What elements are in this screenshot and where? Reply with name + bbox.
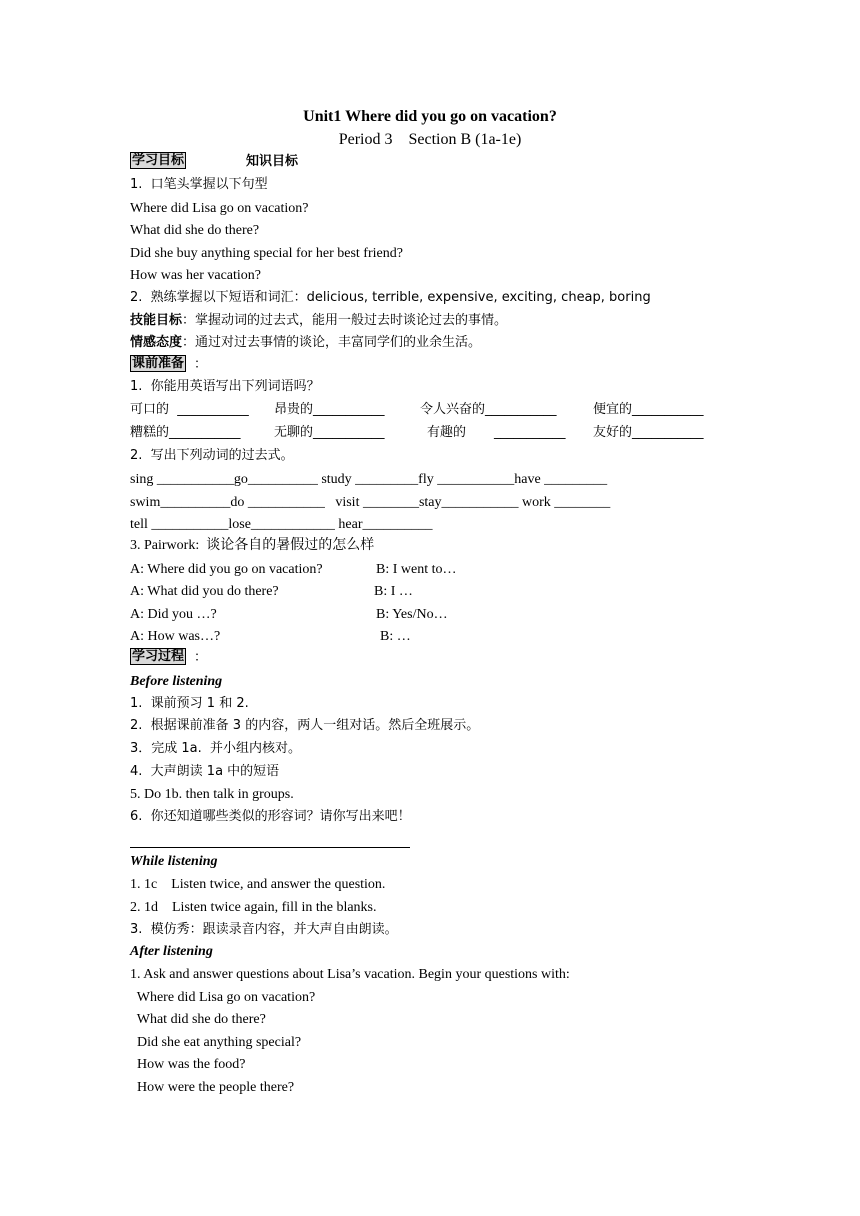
answer-line — [130, 847, 410, 848]
objective-item-1: 1. 口笔头掌握以下句型 — [130, 177, 268, 192]
vocab-word: 有趣的 — [427, 425, 467, 440]
document-title: Unit1 Where did you go on vacation? — [303, 108, 557, 125]
before-listening-heading: Before listening — [130, 674, 223, 689]
pairwork-label: 3. Pairwork: 谈论各自的暑假过的怎么样 — [130, 538, 375, 553]
while-item: 3. 模仿秀：跟读录音内容，并大声自由朗读。 — [130, 922, 398, 937]
objectives-box-label: 学习目标 — [132, 153, 185, 168]
prep-colon: ： — [194, 357, 208, 372]
after-question: How were the people there? — [130, 1080, 295, 1095]
vocab-blank: 令人兴奋的___________ — [420, 402, 557, 417]
vocab-blank: 糟糕的___________ — [130, 425, 241, 440]
before-item: 2. 根据课前准备 3 的内容，两人一组对话。然后全班展示。 — [130, 718, 480, 733]
attitude-objective — [130, 334, 481, 351]
attitude-objective-text: ：通过对过去事情的谈论，丰富同学们的业余生活。 — [182, 335, 482, 350]
vocab-blank: 无聊的___________ — [274, 425, 385, 440]
dialog-a: A: How was…? — [130, 629, 221, 644]
vocab-blank: 昂贵的___________ — [274, 402, 385, 417]
attitude-objective-label: 情感态度 — [130, 335, 183, 350]
dialog-a: A: Where did you go on vacation? — [130, 562, 323, 577]
prep-box-label: 课前准备 — [132, 356, 185, 371]
dialog-a: A: Did you …? — [130, 607, 217, 622]
after-listening-heading: After listening — [130, 944, 213, 959]
prep-question-2: 2. 写出下列动词的过去式。 — [130, 448, 294, 463]
vocab-row — [130, 424, 730, 442]
after-question: How was the food? — [130, 1057, 246, 1072]
after-intro: 1. Ask and answer questions about Lisa’s vacation. Begin your questions with: — [130, 967, 570, 982]
prep-question-3 — [130, 537, 374, 554]
dialog-b: B: … — [380, 629, 411, 644]
while-item: 1. 1c Listen twice, and answer the question. — [130, 877, 386, 892]
verb-blanks-row: sing ___________go__________ study _________fly ___________have _________ — [130, 472, 608, 487]
dialog-line — [130, 628, 730, 646]
skill-objective-text: ：掌握动词的过去式，能用一般过去时谈论过去的事情。 — [182, 313, 508, 328]
verb-blanks-row: swim__________do ___________ visit ________stay___________ work ________ — [130, 495, 611, 510]
vocab-blank: 便宜的___________ — [593, 402, 704, 417]
document-subtitle: Period 3 Section B (1a-1e) — [338, 131, 522, 148]
vocab-blank: 可口的 ___________ — [130, 402, 249, 417]
while-item: 2. 1d Listen twice again, fill in the blanks. — [130, 900, 377, 915]
before-item: 6. 你还知道哪些类似的形容词？请你写出来吧！ — [130, 809, 411, 824]
objective-item-2: 2. 熟练掌握以下短语和词汇：delicious, terrible, expensive, exciting, cheap, boring — [130, 290, 651, 305]
before-item: 1. 课前预习 1 和 2. — [130, 696, 249, 711]
after-question: Where did Lisa go on vacation? — [130, 990, 316, 1005]
process-colon: ： — [194, 650, 208, 665]
vocab-blank: 友好的___________ — [593, 425, 704, 440]
verb-blanks-row: tell ___________lose____________ hear__________ — [130, 517, 433, 532]
target-sentence: How was her vacation? — [130, 268, 262, 283]
dialog-a: A: What did you do there? — [130, 584, 279, 599]
skill-objective — [130, 312, 507, 329]
dialog-b: B: I went to… — [376, 562, 457, 577]
before-item: 4. 大声朗读 1a 中的短语 — [130, 764, 280, 779]
skill-objective-label: 技能目标 — [130, 313, 183, 328]
vocab-row — [130, 401, 730, 419]
target-sentence: Where did Lisa go on vacation? — [130, 201, 309, 216]
dialog-line — [130, 606, 730, 624]
dialog-b: B: I … — [374, 584, 413, 599]
prep-question-1: 1. 你能用英语写出下列词语吗？ — [130, 379, 320, 394]
process-box-label: 学习过程 — [132, 649, 185, 664]
before-item: 5. Do 1b. then talk in groups. — [130, 787, 294, 802]
after-question: Did she eat anything special? — [130, 1035, 302, 1050]
before-item: 3．完成 1a. 并小组内核对。 — [130, 741, 302, 756]
knowledge-objective-label: 知识目标 — [246, 154, 299, 169]
target-sentence: What did she do there? — [130, 223, 260, 238]
dialog-line — [130, 583, 730, 601]
vocab-blank: ___________ — [494, 425, 566, 440]
after-question: What did she do there? — [130, 1012, 266, 1027]
dialog-line — [130, 561, 730, 579]
while-listening-heading: While listening — [130, 854, 218, 869]
target-sentence: Did she buy anything special for her best friend? — [130, 246, 403, 261]
dialog-b: B: Yes/No… — [376, 607, 448, 622]
